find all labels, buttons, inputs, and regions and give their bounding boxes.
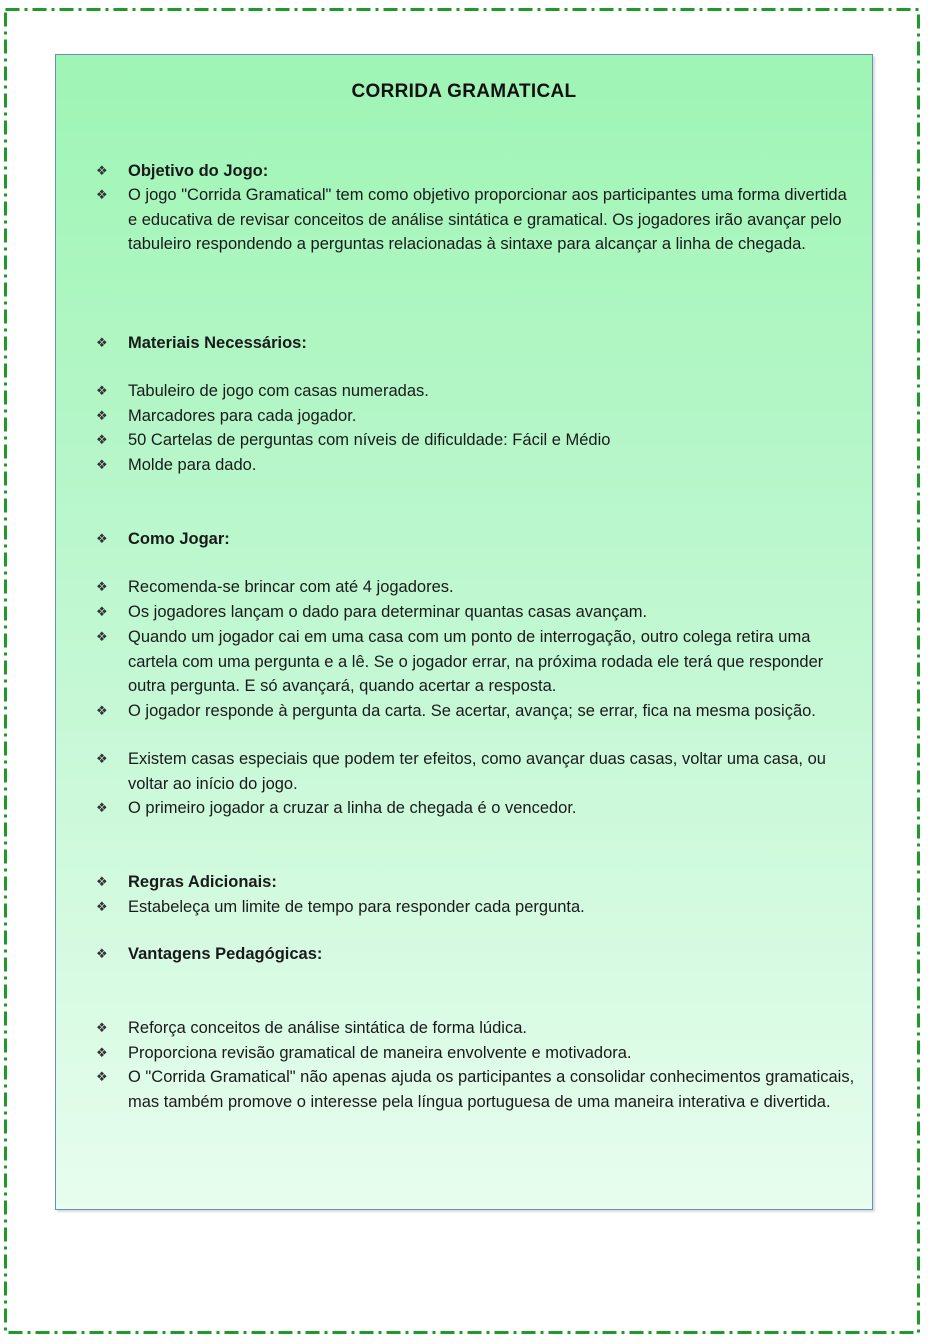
list-item: ❖ Tabuleiro de jogo com casas numeradas. [96,379,856,404]
diamond-bullet-icon: ❖ [96,1045,108,1060]
list-item: ❖ O "Corrida Gramatical" não apenas ajuda os participantes a consolidar conhecimentos gramaticais, mas também promove o interesse pela língua portuguesa de uma maneira interativa e divertida. [96,1065,856,1114]
list-item: ❖ O primeiro jogador a cruzar a linha de chegada é o vencedor. [96,796,856,821]
diamond-bullet-icon: ❖ [96,800,108,815]
diamond-bullet-icon: ❖ [96,899,108,914]
section-vantagens-heading: ❖ Vantagens Pedagógicas: [96,942,856,967]
list-item: ❖ Reforça conceitos de análise sintática de forma lúdica. [96,1016,856,1041]
list-item: ❖ 50 Cartelas de perguntas com níveis de dificuldade: Fácil e Médio [96,428,856,453]
list-item: ❖ Proporciona revisão gramatical de maneira envolvente e motivadora. [96,1041,856,1066]
diamond-bullet-icon: ❖ [96,579,108,594]
section-materiais-heading: ❖ Materiais Necessários: [96,331,856,356]
diamond-bullet-icon: ❖ [96,187,108,202]
list-item: ❖ Recomenda-se brincar com até 4 jogadores. [96,575,856,600]
diamond-bullet-icon: ❖ [96,335,108,350]
list-item: ❖ O jogador responde à pergunta da carta. Se acertar, avança; se errar, fica na mesma posição. [96,699,856,724]
list-item: ❖ Existem casas especiais que podem ter efeitos, como avançar duas casas, voltar uma casa, ou voltar ao início do jogo. [96,747,856,796]
diamond-bullet-icon: ❖ [96,531,108,546]
diamond-bullet-icon: ❖ [96,703,108,718]
page-title: CORRIDA GRAMATICAL [351,81,577,102]
diamond-bullet-icon: ❖ [96,629,108,644]
list-item: ❖ Marcadores para cada jogador. [96,404,856,429]
diamond-bullet-icon: ❖ [96,432,108,447]
diamond-bullet-icon: ❖ [96,751,108,766]
list-item: ❖ Quando um jogador cai em uma casa com um ponto de interrogação, outro colega retira uma cartela com uma pergunta e a lê. Se o jogador errar, na próxima rodada ele terá que responder outra pergunta. E só avançará, quando acertar a resposta. [96,625,856,699]
diamond-bullet-icon: ❖ [96,408,108,423]
diamond-bullet-icon: ❖ [96,946,108,961]
diamond-bullet-icon: ❖ [96,457,108,472]
section-como-jogar-heading: ❖ Como Jogar: [96,527,856,552]
list-item: ❖ Molde para dado. [96,453,856,478]
list-item: ❖ Os jogadores lançam o dado para determinar quantas casas avançam. [96,600,856,625]
diamond-bullet-icon: ❖ [96,874,108,889]
diamond-bullet-icon: ❖ [96,1020,108,1035]
section-regras-heading: ❖ Regras Adicionais: [96,870,856,895]
game-card [55,54,873,1210]
diamond-bullet-icon: ❖ [96,383,108,398]
diamond-bullet-icon: ❖ [96,163,108,178]
list-item: ❖ Estabeleça um limite de tempo para responder cada pergunta. [96,895,856,920]
diamond-bullet-icon: ❖ [96,1069,108,1084]
objetivo-paragraph: ❖ O jogo "Corrida Gramatical" tem como objetivo proporcionar aos participantes uma forma divertida e educativa de revisar conceitos de análise sintática e gramatical. Os jogadores irão avançar pelo tabuleiro respondendo a perguntas relacionadas à sintaxe para alcançar a linha de chegada. [96,183,856,257]
diamond-bullet-icon: ❖ [96,604,108,619]
section-objetivo-heading: ❖ Objetivo do Jogo: [96,159,856,184]
